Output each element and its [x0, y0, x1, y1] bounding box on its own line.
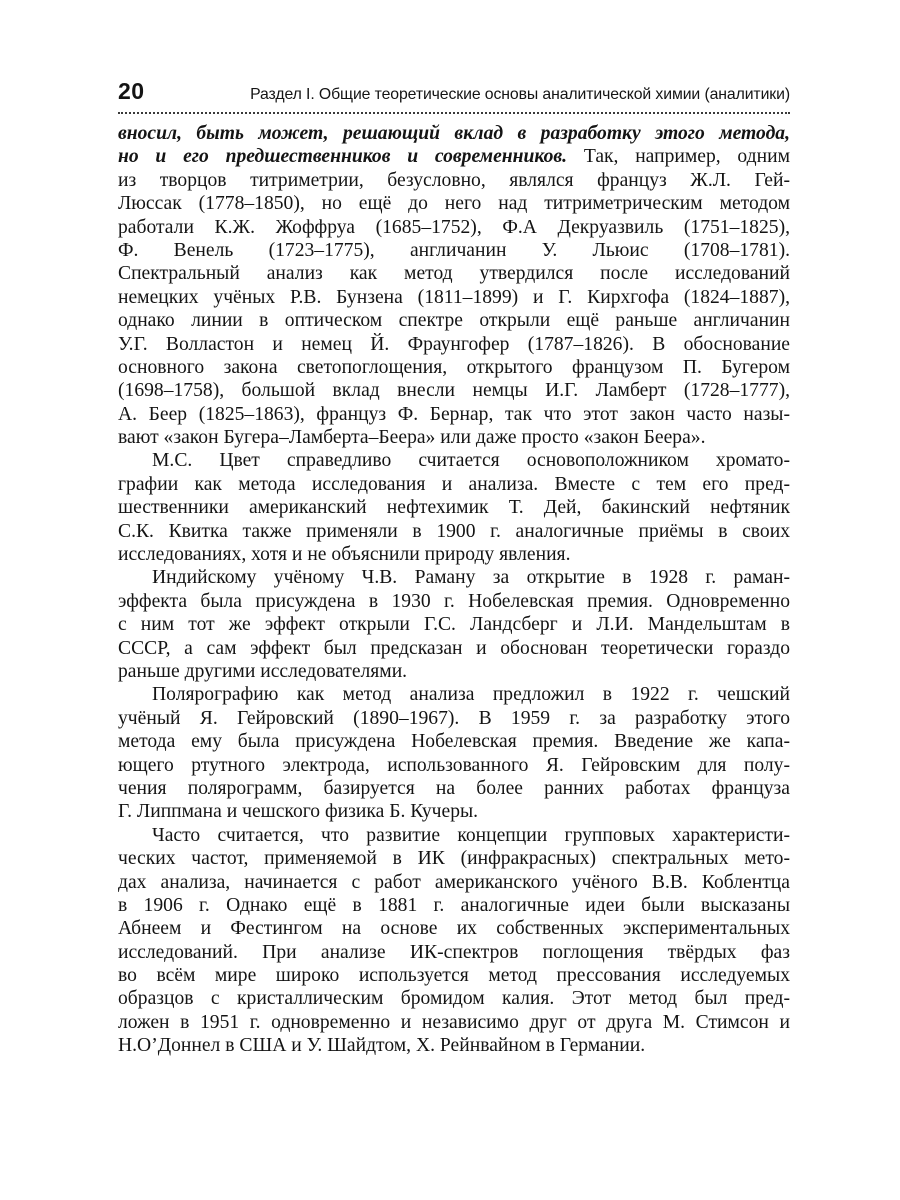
running-title: Раздел I. Общие теоретические основы аналитической химии (аналитики) [250, 86, 790, 103]
text-line: дах анализа, начинается с работ американского учёного В.В. Коблентца [118, 871, 790, 893]
text-line: ложен в 1951 г. одновременно и независимо друг от друга М. Стимсон и [118, 1011, 790, 1033]
text-line: во всём мире широко используется метод прессования исследуемых [118, 965, 790, 987]
text-line: метода ему была присуждена Нобелевская премия. Введение же капа- [118, 731, 790, 753]
text-line: Индийскому учёному Ч.В. Раману за открытие в 1928 г. раман- [152, 567, 790, 589]
text-line: из творцов титриметрии, безусловно, являлся француз Ж.Л. Гей- [118, 169, 790, 191]
text-fragment: Так, например, одним [583, 146, 791, 168]
paragraph-3 [118, 566, 790, 683]
text-line: графии как метода исследования и анализа. Вместе с тем его пред- [118, 473, 790, 495]
text-line: исследований. При анализе ИК-спектров поглощения твёрдых фаз [118, 941, 790, 963]
paragraph-5 [118, 824, 790, 1058]
text-line: вают «закон Бугера–Ламберта–Беера» или даже просто «закон Беера». [118, 427, 706, 449]
page-number: 20 [118, 78, 145, 104]
text-line [118, 122, 790, 145]
text-line: ческих частот, применяемой в ИК (инфракрасных) спектральных мето- [118, 848, 790, 870]
text-line: Полярографию как метод анализа предложил в 1922 г. чешский [152, 684, 790, 706]
text-line: в 1906 г. Однако ещё в 1881 г. аналогичные идеи были высказаны [118, 894, 790, 916]
text-line: основного закона светопоглощения, открытого французом П. Бугером [118, 356, 790, 378]
page-header [118, 78, 790, 114]
italic-emphasis: вносил, быть может, решающий вклад в разработку этого метода, [118, 123, 790, 144]
text-line: (1698–1758), большой вклад внесли немцы И.Г. Ламберт (1728–1777), [118, 380, 790, 402]
text-line: Абнеем и Фестингом на основе их собственных экспериментальных [118, 918, 790, 940]
text-line: образцов с кристаллическим бромидом калия. Этот метод был пред- [118, 988, 790, 1010]
text-line: М.С. Цвет справедливо считается основоположником хромато- [152, 450, 790, 472]
text-line: Ф. Венель (1723–1775), англичанин У. Льюис (1708–1781). [118, 239, 790, 261]
text-line: ющего ртутного электрода, использованного Я. Гейровским для полу- [118, 754, 790, 776]
text-line: работали К.Ж. Жоффруа (1685–1752), Ф.А Декруазвиль (1751–1825), [118, 216, 790, 238]
paragraph-1 [118, 122, 790, 449]
text-line: шественники американский нефтехимик Т. Дей, бакинский нефтяник [118, 497, 790, 519]
paragraph-2 [118, 449, 790, 566]
text-line: однако линии в оптическом спектре открыли ещё раньше англичанин [118, 310, 790, 332]
text-line: немецких учёных Р.В. Бунзена (1811–1899) и Г. Кирхгофа (1824–1887), [118, 286, 790, 308]
text-body [118, 122, 790, 1058]
text-line: Часто считается, что развитие концепции групповых характеристи- [152, 824, 790, 846]
text-line: Спектральный анализ как метод утвердился после исследований [118, 263, 790, 285]
text-line: Н.О’Доннел в США и У. Шайдтом, Х. Рейнвайном в Германии. [118, 1035, 646, 1057]
text-line: Люссак (1778–1850), но ещё до него над титриметрическим методом [118, 193, 790, 215]
text-line: У.Г. Волластон и немец Й. Фраунгофер (1787–1826). В обоснование [118, 333, 790, 355]
text-line: учёный Я. Гейровский (1890–1967). В 1959 г. за разработку этого [118, 707, 790, 729]
text-line: с ним тот же эффект открыли Г.С. Ландсберг и Л.И. Мандельштам в [118, 614, 790, 636]
italic-emphasis: но и его предшественников и современников. [118, 146, 568, 168]
text-line: исследованиях, хотя и не объяснили природу явления. [118, 544, 571, 566]
text-line: эффекта была присуждена в 1930 г. Нобелевская премия. Одновременно [118, 590, 790, 612]
text-line: С.К. Квитка также применяли в 1900 г. аналогичные приёмы в своих [118, 520, 790, 542]
paragraph-4 [118, 683, 790, 823]
text-line: Г. Липпмана и чешского физика Б. Кучеры. [118, 801, 479, 823]
text-line: чения полярограмм, базируется на более ранних работах француза [118, 777, 790, 799]
text-line [118, 145, 790, 168]
text-line: А. Беер (1825–1863), француз Ф. Бернар, так что этот закон часто назы- [118, 403, 790, 425]
text-line: раньше другими исследователями. [118, 660, 408, 682]
text-line: СССР, а сам эффект был предсказан и обоснован теоретически гораздо [118, 637, 790, 659]
